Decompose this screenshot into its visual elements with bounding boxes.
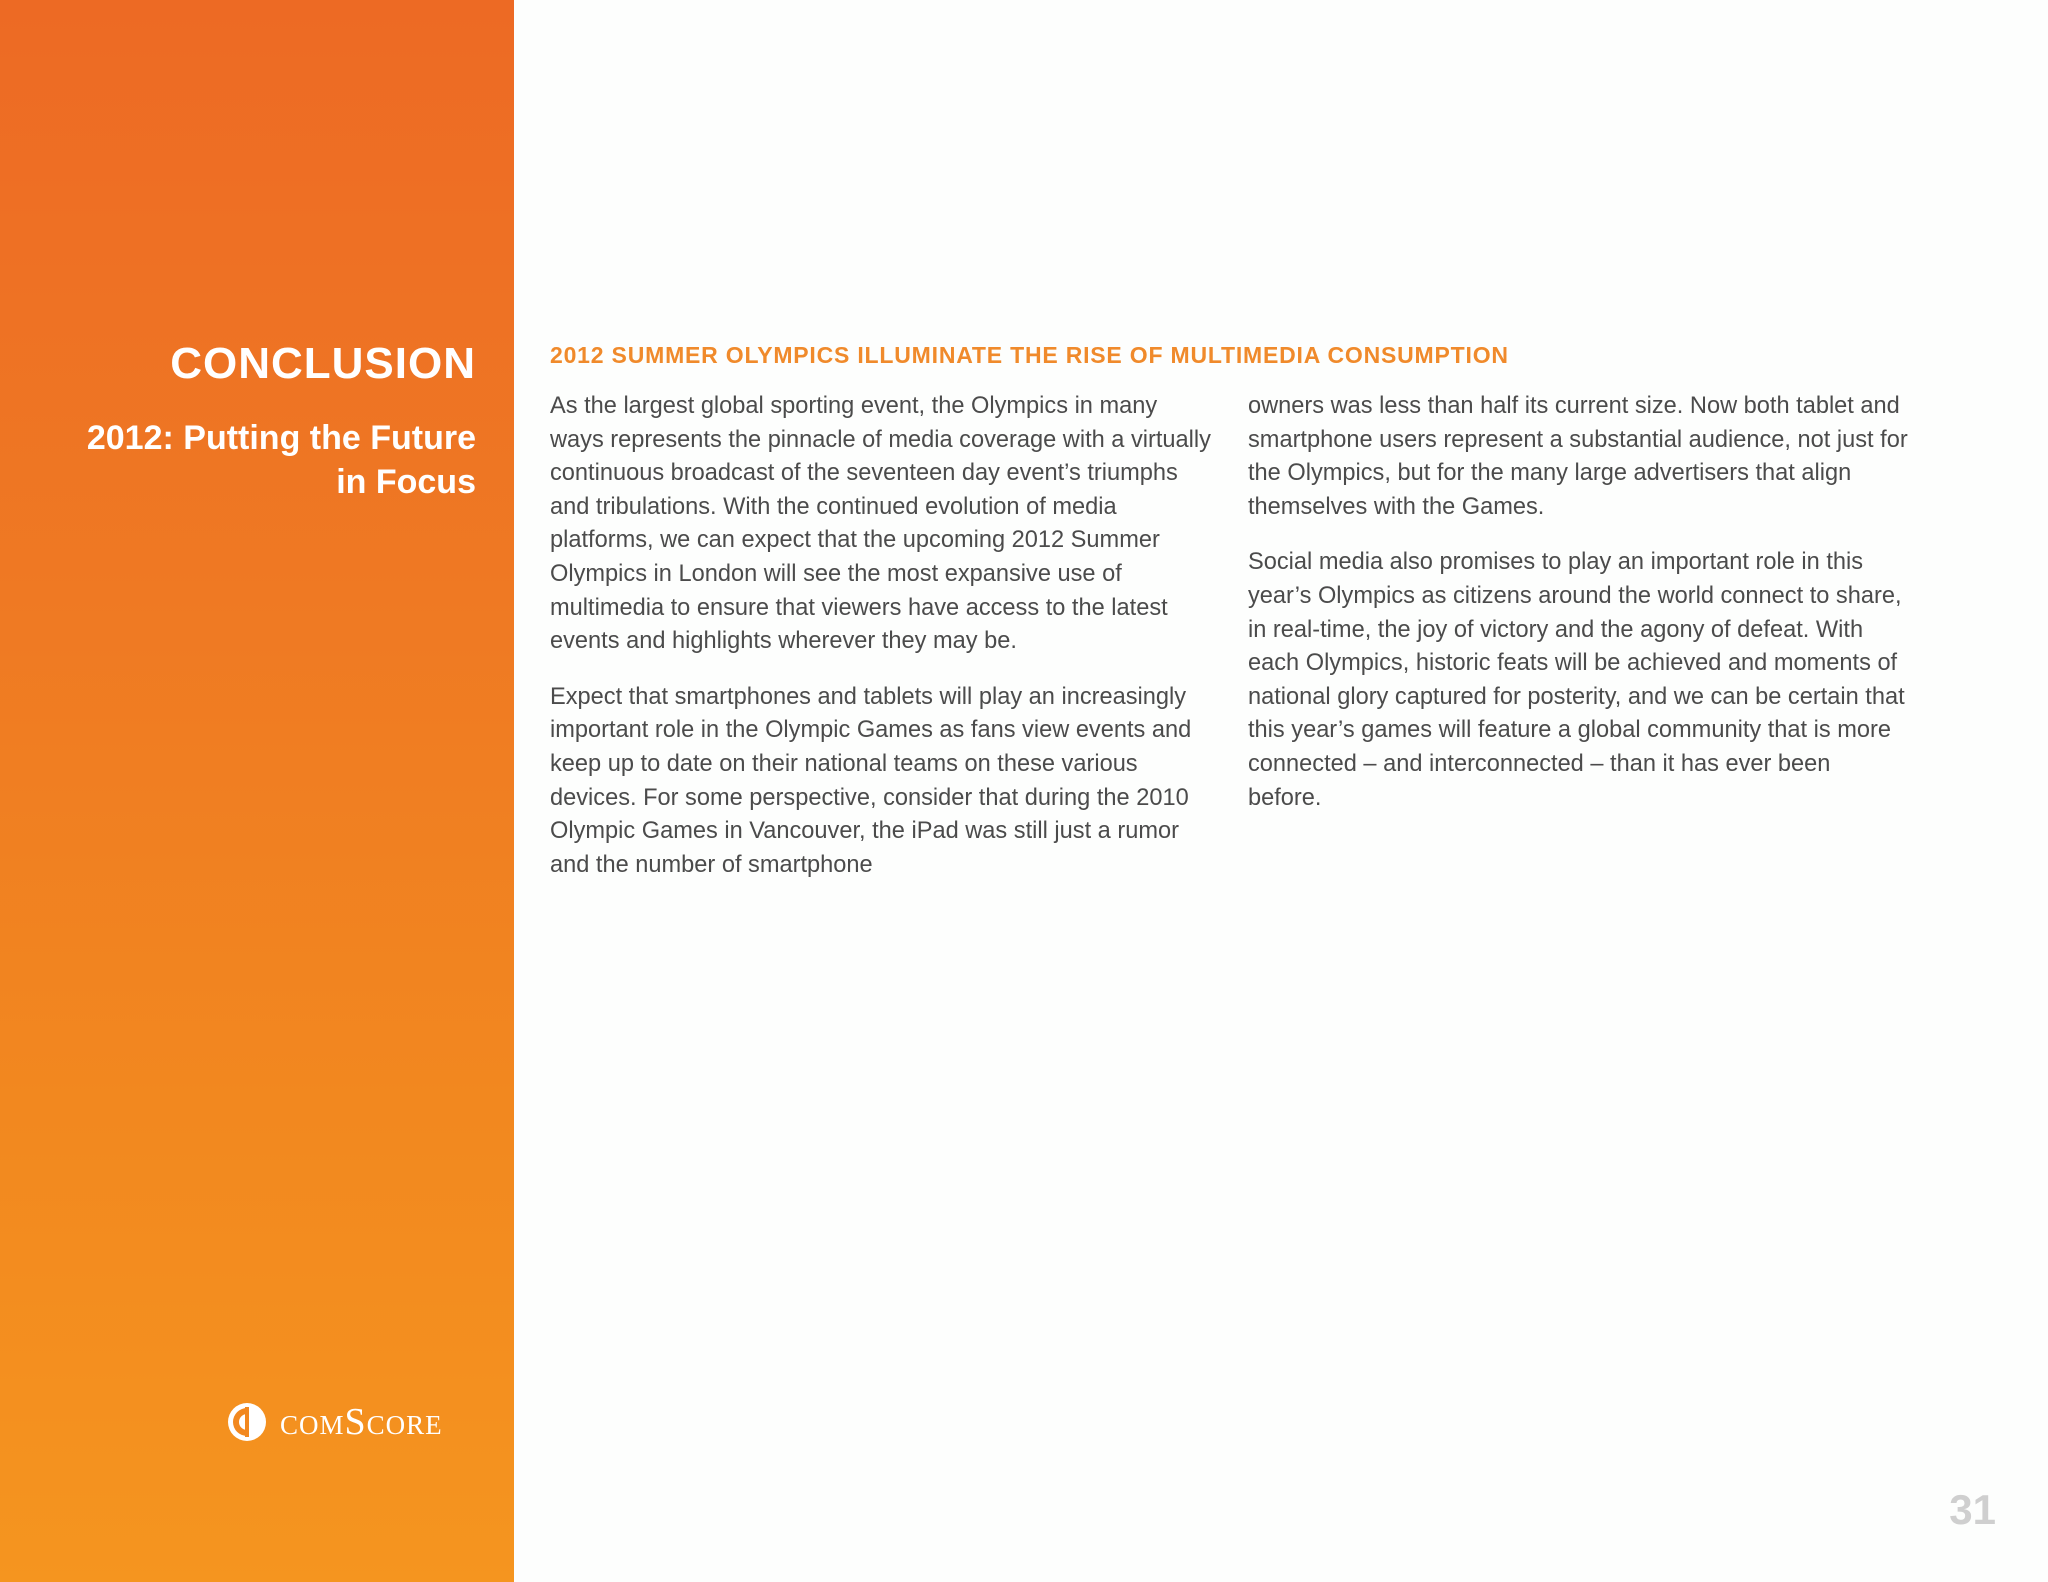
article-content — [550, 338, 1910, 904]
article-heading: 2012 SUMMER OLYMPICS ILLUMINATE THE RISE OF MULTIMEDIA CONSUMPTION — [550, 342, 1509, 368]
right-paragraph-2: Social media also promises to play an important role in this year’s Olympics as citizens around the world connect to share, in real-time, the joy of victory and the agony of defeat. With each Olympics, historic feats will be achieved and moments of national glory captured for posterity, and we can be certain that this year’s games will feature a global community that is more connected – and interconnected – than it has ever been before. — [1248, 549, 1905, 811]
section-title: CONCLUSION — [170, 339, 476, 388]
section-subtitle: 2012: Putting the Future in Focus — [86, 419, 476, 501]
right-column — [1248, 390, 1910, 904]
left-paragraph-1: As the largest global sporting event, the Olympics in many ways represents the pinnacle of media coverage with a virtually continuous broadcast of the seventeen day event’s triumphs and tribulations. With the continued evolution of media platforms, we can expect that the upcoming 2012 Summer Olympics in London will see the most expansive use of multimedia to ensure that viewers have access to the latest events and highlights wherever they may be. — [550, 393, 1211, 655]
right-paragraph-1: owners was less than half its current size. Now both tablet and smartphone users represent a substantial audience, not just for the Olympics, but for the many large advertisers that align themselves with the Games. — [1248, 393, 1908, 520]
article-columns — [550, 390, 1910, 904]
page-number: 31 — [1949, 1486, 1996, 1533]
company-logo — [226, 1400, 443, 1444]
logo-wordmark: comScore — [280, 1401, 443, 1443]
left-paragraph-2: Expect that smartphones and tablets will play an increasingly important role in the Olympic Games as fans view events and keep up to date on their national teams on these various devices. For some perspective, consider that during the 2010 Olympic Games in Vancouver, the iPad was still just a rumor and the number of smartphone — [550, 683, 1192, 878]
left-column — [550, 390, 1212, 904]
comscore-logo-icon — [226, 1401, 268, 1443]
sidebar-panel — [0, 0, 514, 1582]
